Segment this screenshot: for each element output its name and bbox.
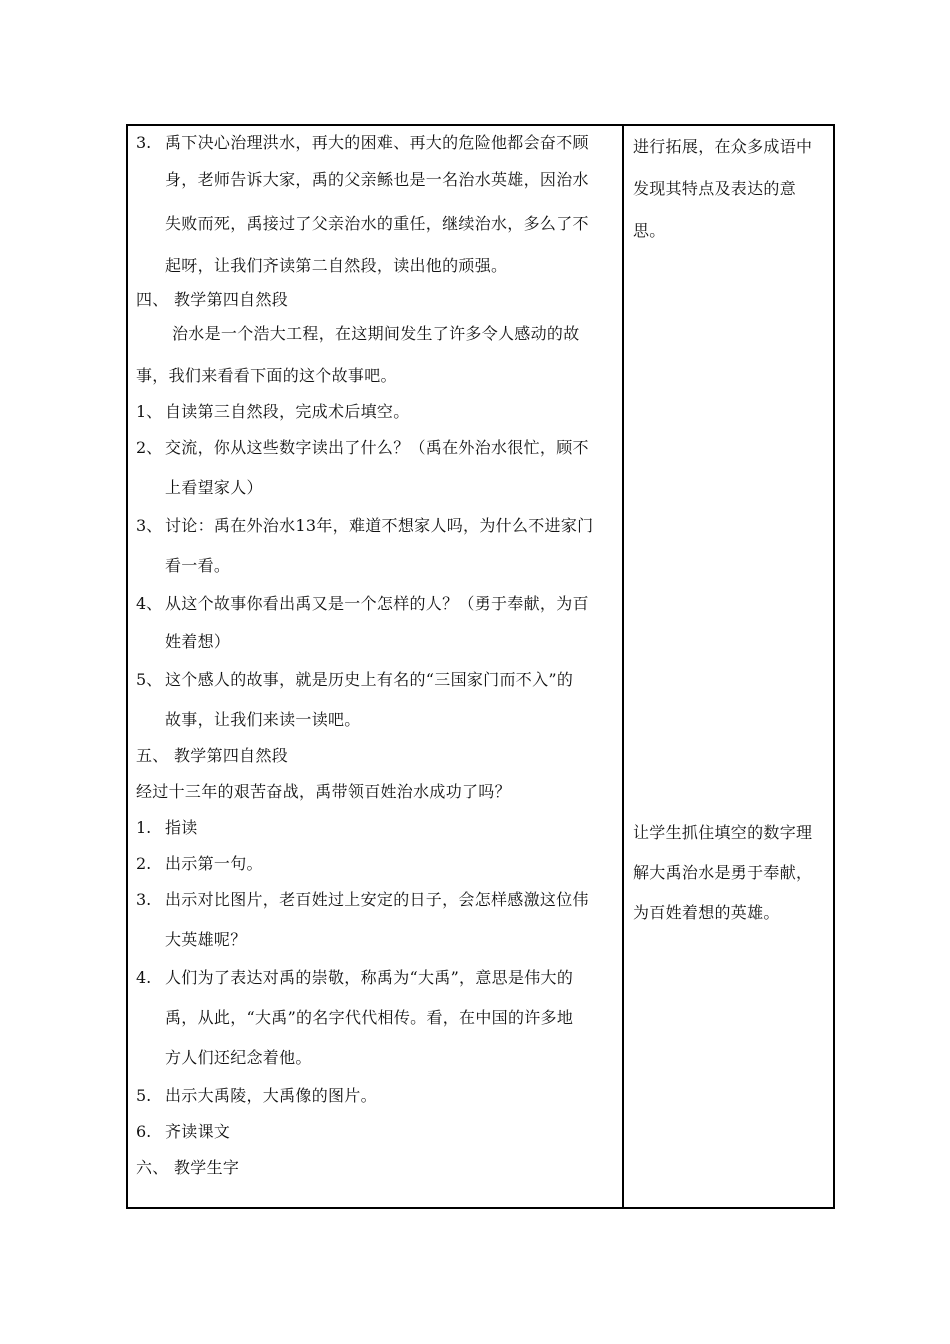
text-line: 出示第一句。 <box>165 854 263 873</box>
column-divider <box>622 124 624 1209</box>
item-number: 1、 <box>136 402 163 421</box>
note-line: 进行拓展，在众多成语中 <box>633 137 813 156</box>
item-number: 3、 <box>136 516 163 535</box>
note-line: 让学生抓住填空的数字理 <box>633 823 813 842</box>
item-number: 4、 <box>136 594 163 613</box>
item-number: 2. <box>136 854 152 873</box>
note-line: 为百姓着想的英雄。 <box>633 903 780 922</box>
section-heading: 四、 教学第四自然段 <box>136 290 289 309</box>
text-line: 起呀，让我们齐读第二自然段，读出他的顽强。 <box>165 256 508 275</box>
text-line: 交流，你从这些数字读出了什么？（禹在外治水很忙，顾不 <box>165 438 589 457</box>
item-number: 1. <box>136 818 152 837</box>
lesson-table <box>126 124 835 1209</box>
text-line: 出示大禹陵，大禹像的图片。 <box>165 1086 377 1105</box>
text-line: 事，我们来看看下面的这个故事吧。 <box>136 366 397 385</box>
text-line: 方人们还纪念着他。 <box>165 1048 312 1067</box>
note-line: 发现其特点及表达的意 <box>633 179 797 198</box>
text-line: 这个感人的故事，就是历史上有名的“三国家门而不入”的 <box>165 670 574 689</box>
item-number: 4. <box>136 968 152 987</box>
text-line: 出示对比图片，老百姓过上安定的日子，会怎样感激这位伟 <box>165 890 589 909</box>
text-line: 指读 <box>165 818 198 837</box>
text-line: 姓着想） <box>165 632 231 651</box>
item-number: 6. <box>136 1122 152 1141</box>
item-number: 3. <box>136 133 152 152</box>
item-number: 5、 <box>136 670 163 689</box>
note-line: 思。 <box>633 221 666 240</box>
text-line: 失败而死，禹接过了父亲治水的重任，继续治水，多么了不 <box>165 214 589 233</box>
text-line: 经过十三年的艰苦奋战，禹带领百姓治水成功了吗？ <box>136 782 511 801</box>
text-line: 人们为了表达对禹的崇敬，称禹为“大禹”，意思是伟大的 <box>165 968 574 987</box>
text-line: 从这个故事你看出禹又是一个怎样的人？（勇于奉献，为百 <box>165 594 589 613</box>
text-line: 自读第三自然段，完成术后填空。 <box>165 402 410 421</box>
text-line: 上看望家人） <box>165 478 263 497</box>
item-number: 2、 <box>136 438 163 457</box>
text-line: 讨论：禹在外治水13年，难道不想家人吗，为什么不进家门 <box>165 516 594 535</box>
text-line: 禹，从此，“大禹”的名字代代相传。看，在中国的许多地 <box>165 1008 574 1027</box>
text-line: 故事，让我们来读一读吧。 <box>165 710 361 729</box>
text-line: 齐读课文 <box>165 1122 231 1141</box>
text-line: 看一看。 <box>165 556 231 575</box>
section-heading: 五、 教学第四自然段 <box>136 746 289 765</box>
text-line: 大英雄呢？ <box>165 930 247 949</box>
text-line: 禹下决心治理洪水，再大的困难、再大的危险他都会奋不顾 <box>165 133 589 152</box>
section-heading: 六、 教学生字 <box>136 1158 240 1177</box>
text-line: 治水是一个浩大工程，在这期间发生了许多令人感动的故 <box>172 324 580 343</box>
text-line: 身，老师告诉大家，禹的父亲鲧也是一名治水英雄，因治水 <box>165 170 589 189</box>
note-line: 解大禹治水是勇于奉献， <box>633 863 813 882</box>
item-number: 5. <box>136 1086 152 1105</box>
item-number: 3. <box>136 890 152 909</box>
